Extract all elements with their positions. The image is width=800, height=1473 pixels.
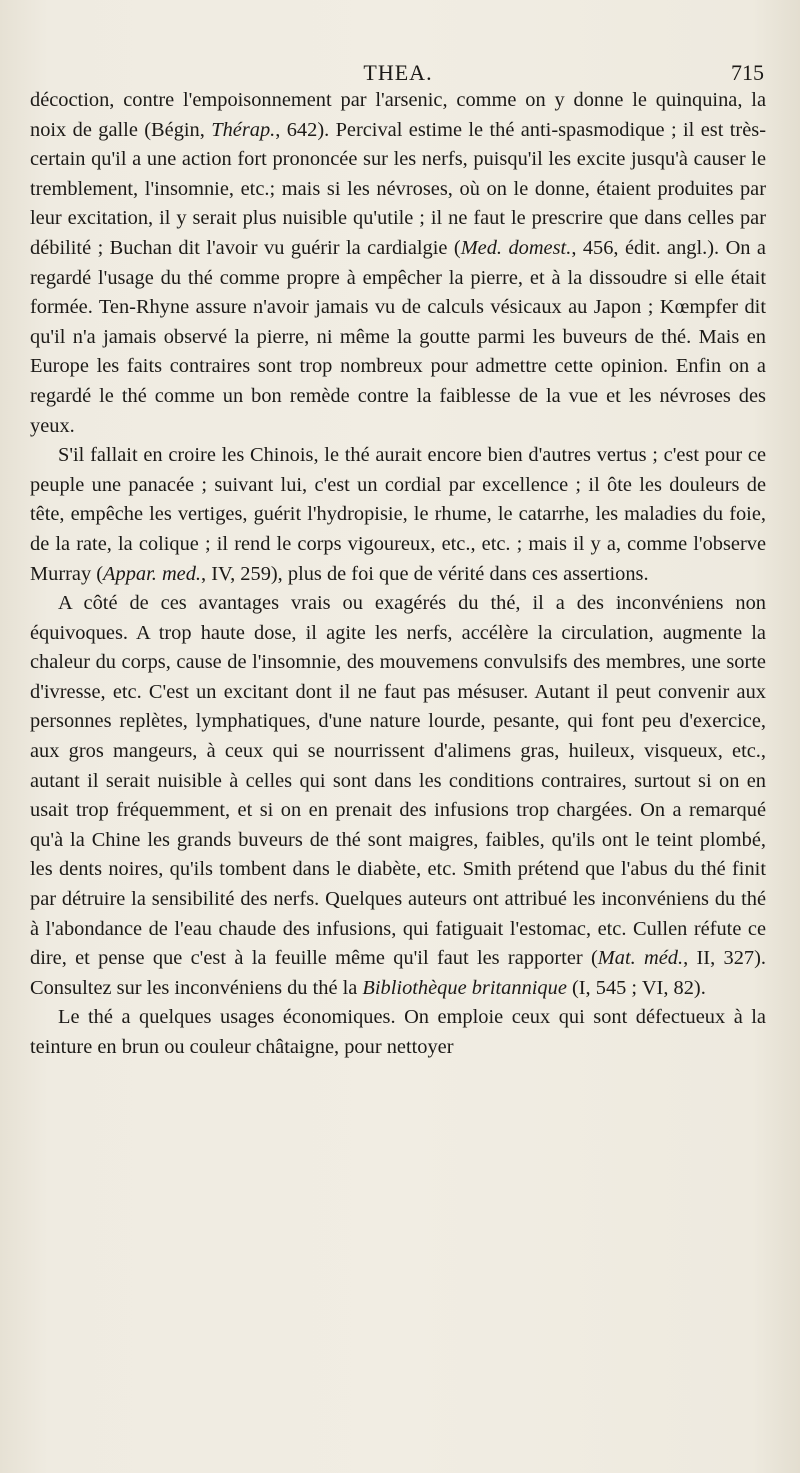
page-number: 715: [731, 60, 764, 85]
text-run: A côté de ces avantages vrais ou exagérés du thé, il a des inconvéniens non équivoques. A trop haute dose, il agite les nerfs, accélère la circulation, augmente la chaleur du corps, cause de l'insomnie, des mouvemens convulsifs des membres, une sorte d'ivresse, etc. C'est un excitant dont il ne faut pas mésuser. Autant il peut convenir aux personnes replètes, lymphatiques, d'une nature lourde, pesante, qui font peu d'exercice, aux gros mangeurs, à ceux qui se nourrissent d'alimens gras, huileux, visqueux, etc., autant il serait nuisible à celles qui sont dans les conditions contraires, surtout si on en usait trop fréquemment, et si on en prenait des infusions trop chargées. On a remarqué qu'à la Chine les grands buveurs de thé sont maigres, faibles, qu'ils ont le teint plombé, les dents noires, qu'ils tombent dans le diabète, etc. Smith prétend que l'abus du thé finit par détruire la sensibilité des nerfs. Quelques auteurs ont attribué les inconvéniens du thé à l'abondance de l'eau chaude des infusions, qui fatiguait l'estomac, etc. Cullen réfute ce dire, et pense que c'est à la feuille même qu'il faut les rapporter (: [30, 592, 766, 970]
italic-citation: Appar. med.: [103, 562, 202, 585]
text-run: Le thé a quelques usages économiques. On emploie ceux qui sont défectueux à la teinture en brun ou couleur châtaigne, pour nettoyer: [30, 1006, 766, 1058]
italic-citation: Thérap.: [211, 118, 276, 141]
italic-citation: Bibliothèque britannique: [362, 976, 567, 999]
paragraph: [30, 441, 766, 589]
paragraph: [30, 86, 766, 441]
italic-citation: Med. domest.: [460, 236, 572, 259]
page-header: [30, 60, 766, 100]
paragraph: [30, 589, 766, 1003]
text-run: , 456, édit. angl.). On a regardé l'usage du thé comme propre à empêcher la pierre, et à la dissoudre si elle était formée. Ten-Rhyne assure n'avoir jamais vu de calculs vésicaux au Japon ; Kœmpfer dit qu'il n'a jamais observé la pierre, ni même la goutte parmi les buveurs de thé. Mais en Europe les faits contraires sont trop nombreux pour admettre cette opinion. Enfin on a regardé le thé comme un bon remède contre la faiblesse de la vue et les névroses des yeux.: [30, 236, 766, 437]
text-run: , IV, 259), plus de foi que de vérité dans ces assertions.: [201, 562, 649, 585]
body-text: [30, 86, 766, 1063]
italic-citation: Mat. méd.: [597, 947, 684, 970]
text-run: , 642). Percival estime le thé anti-spasmodique ; il est très-certain qu'il a une action fort prononcée sur les nerfs, puisqu'il les excite jusqu'à causer le tremblement, l'insomnie, etc.; mais si les névroses, où on le donne, étaient produites par leur excitation, il y serait plus nuisible qu'utile ; il ne faut le prescrire que dans celles par débilité ; Buchan dit l'avoir vu guérir la cardialgie (: [30, 118, 766, 259]
text-run: (I, 545 ; VI, 82).: [566, 976, 706, 999]
text-run: décoction, contre l'empoisonnement par l'arsenic, comme on y donne le quinquina, la noix de galle (Bégin,: [30, 89, 766, 141]
paragraph: [30, 1003, 766, 1062]
text-run: , II, 327). Consultez sur les inconvéniens du thé la: [30, 947, 766, 999]
text-run: S'il fallait en croire les Chinois, le thé aurait encore bien d'autres vertus ; c'est pour ce peuple une panacée ; suivant lui, c'est un cordial par excellence ; il ôte les douleurs de tête, empêche les vertiges, guérit l'hydropisie, le rhume, le catarrhe, les maladies du foie, de la rate, la colique ; il rend le corps vigoureux, etc., etc. ; mais il y a, comme l'observe Murray (: [30, 444, 766, 585]
running-title: THEA.: [363, 60, 433, 85]
